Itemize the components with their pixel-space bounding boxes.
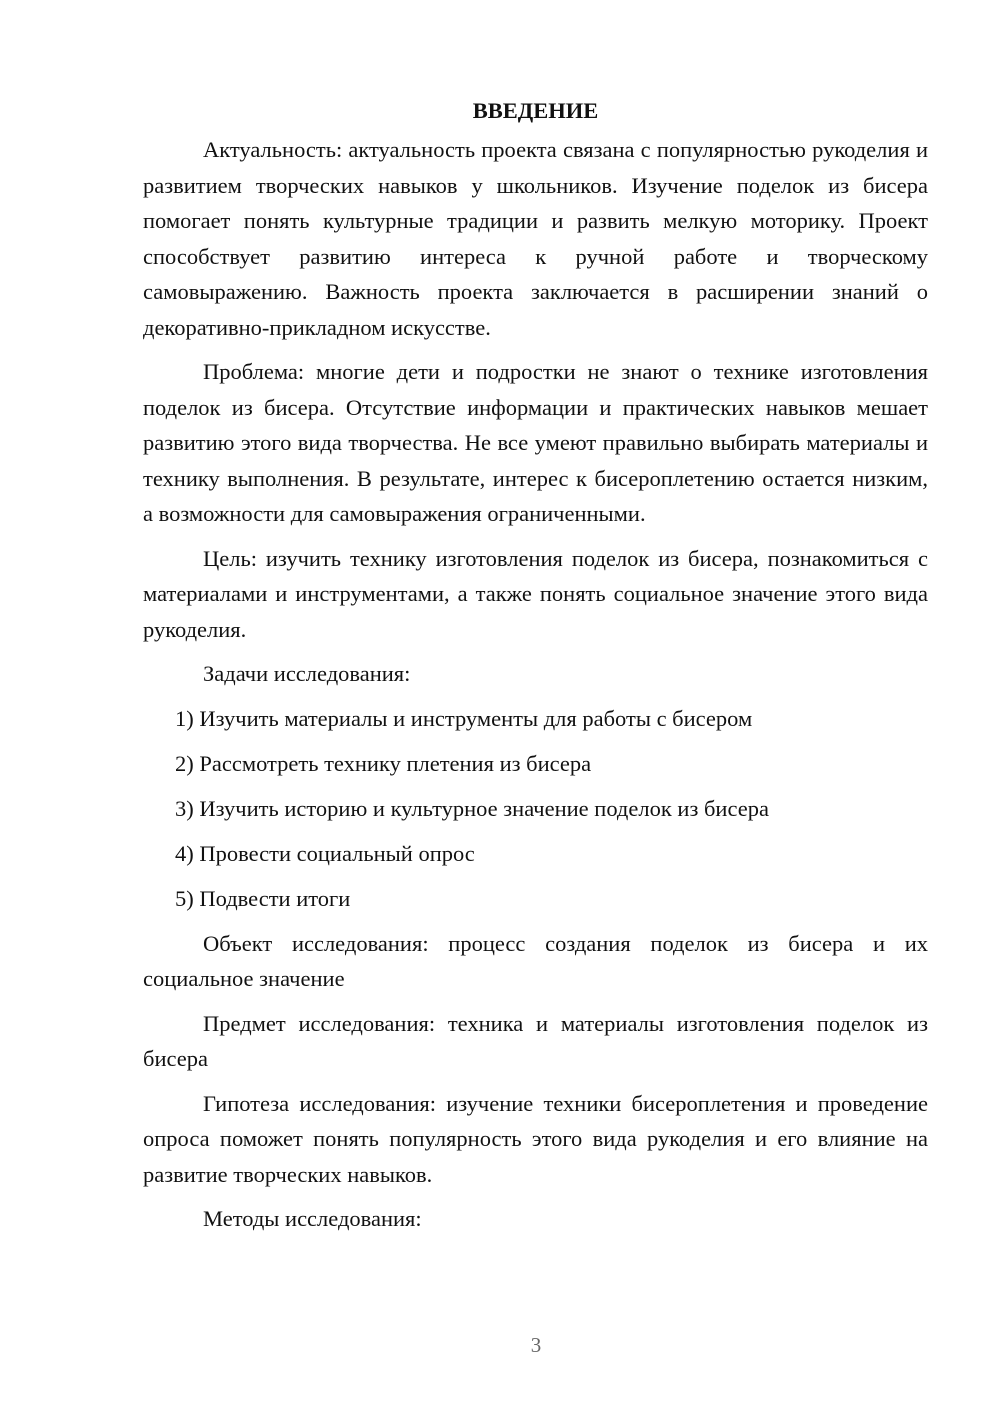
list-item: 5) Подвести итоги bbox=[175, 885, 351, 911]
list-item: 3) Изучить историю и культурное значение поделок из бисера bbox=[175, 795, 769, 821]
paragraph-object: Объект исследования: процесс создания поделок из бисера и их социальное значение bbox=[143, 930, 928, 991]
list-item: 1) Изучить материалы и инструменты для работы с бисером bbox=[175, 705, 753, 731]
task-list bbox=[143, 701, 928, 917]
page-content bbox=[143, 93, 928, 1246]
section-title: ВВЕДЕНИЕ bbox=[472, 98, 599, 123]
paragraph-problem: Проблема: многие дети и подростки не знают о технике изготовления поделок из бисера. Отсутствие информации и практических навыков мешает развитию этого вида творчества. Не все умеют правильно выбирать материалы и технику выполнения. В результате, интерес к бисероплетению остается низким, а возможности для самовыражения ограниченными. bbox=[143, 359, 928, 526]
paragraph-tasks-heading: Задачи исследования: bbox=[203, 661, 411, 686]
paragraph-subject: Предмет исследования: техника и материалы изготовления поделок из бисера bbox=[143, 1010, 928, 1071]
list-item: 2) Рассмотреть технику плетения из бисера bbox=[175, 750, 592, 776]
list-item: 4) Провести социальный опрос bbox=[175, 840, 475, 866]
paragraph-relevance: Актуальность: актуальность проекта связана с популярностью рукоделия и развитием творческих навыков у школьников. Изучение поделок из бисера помогает понять культурные традиции и развить мелкую моторику. Проект способствует развитию интереса к ручной работе и творческому самовыражению. Важность проекта заключается в расширении знаний о декоративно-прикладном искусстве. bbox=[143, 137, 928, 340]
paragraph-goal: Цель: изучить технику изготовления поделок из бисера, познакомиться с материалами и инструментами, а также понять социальное значение этого вида рукоделия. bbox=[143, 545, 928, 642]
page-number: 3 bbox=[530, 1333, 542, 1357]
paragraph-hypothesis: Гипотеза исследования: изучение техники бисероплетения и проведение опроса поможет понять популярность этого вида рукоделия и его влияние на развитие творческих навыков. bbox=[143, 1090, 928, 1187]
paragraph-methods-heading: Методы исследования: bbox=[203, 1206, 422, 1231]
